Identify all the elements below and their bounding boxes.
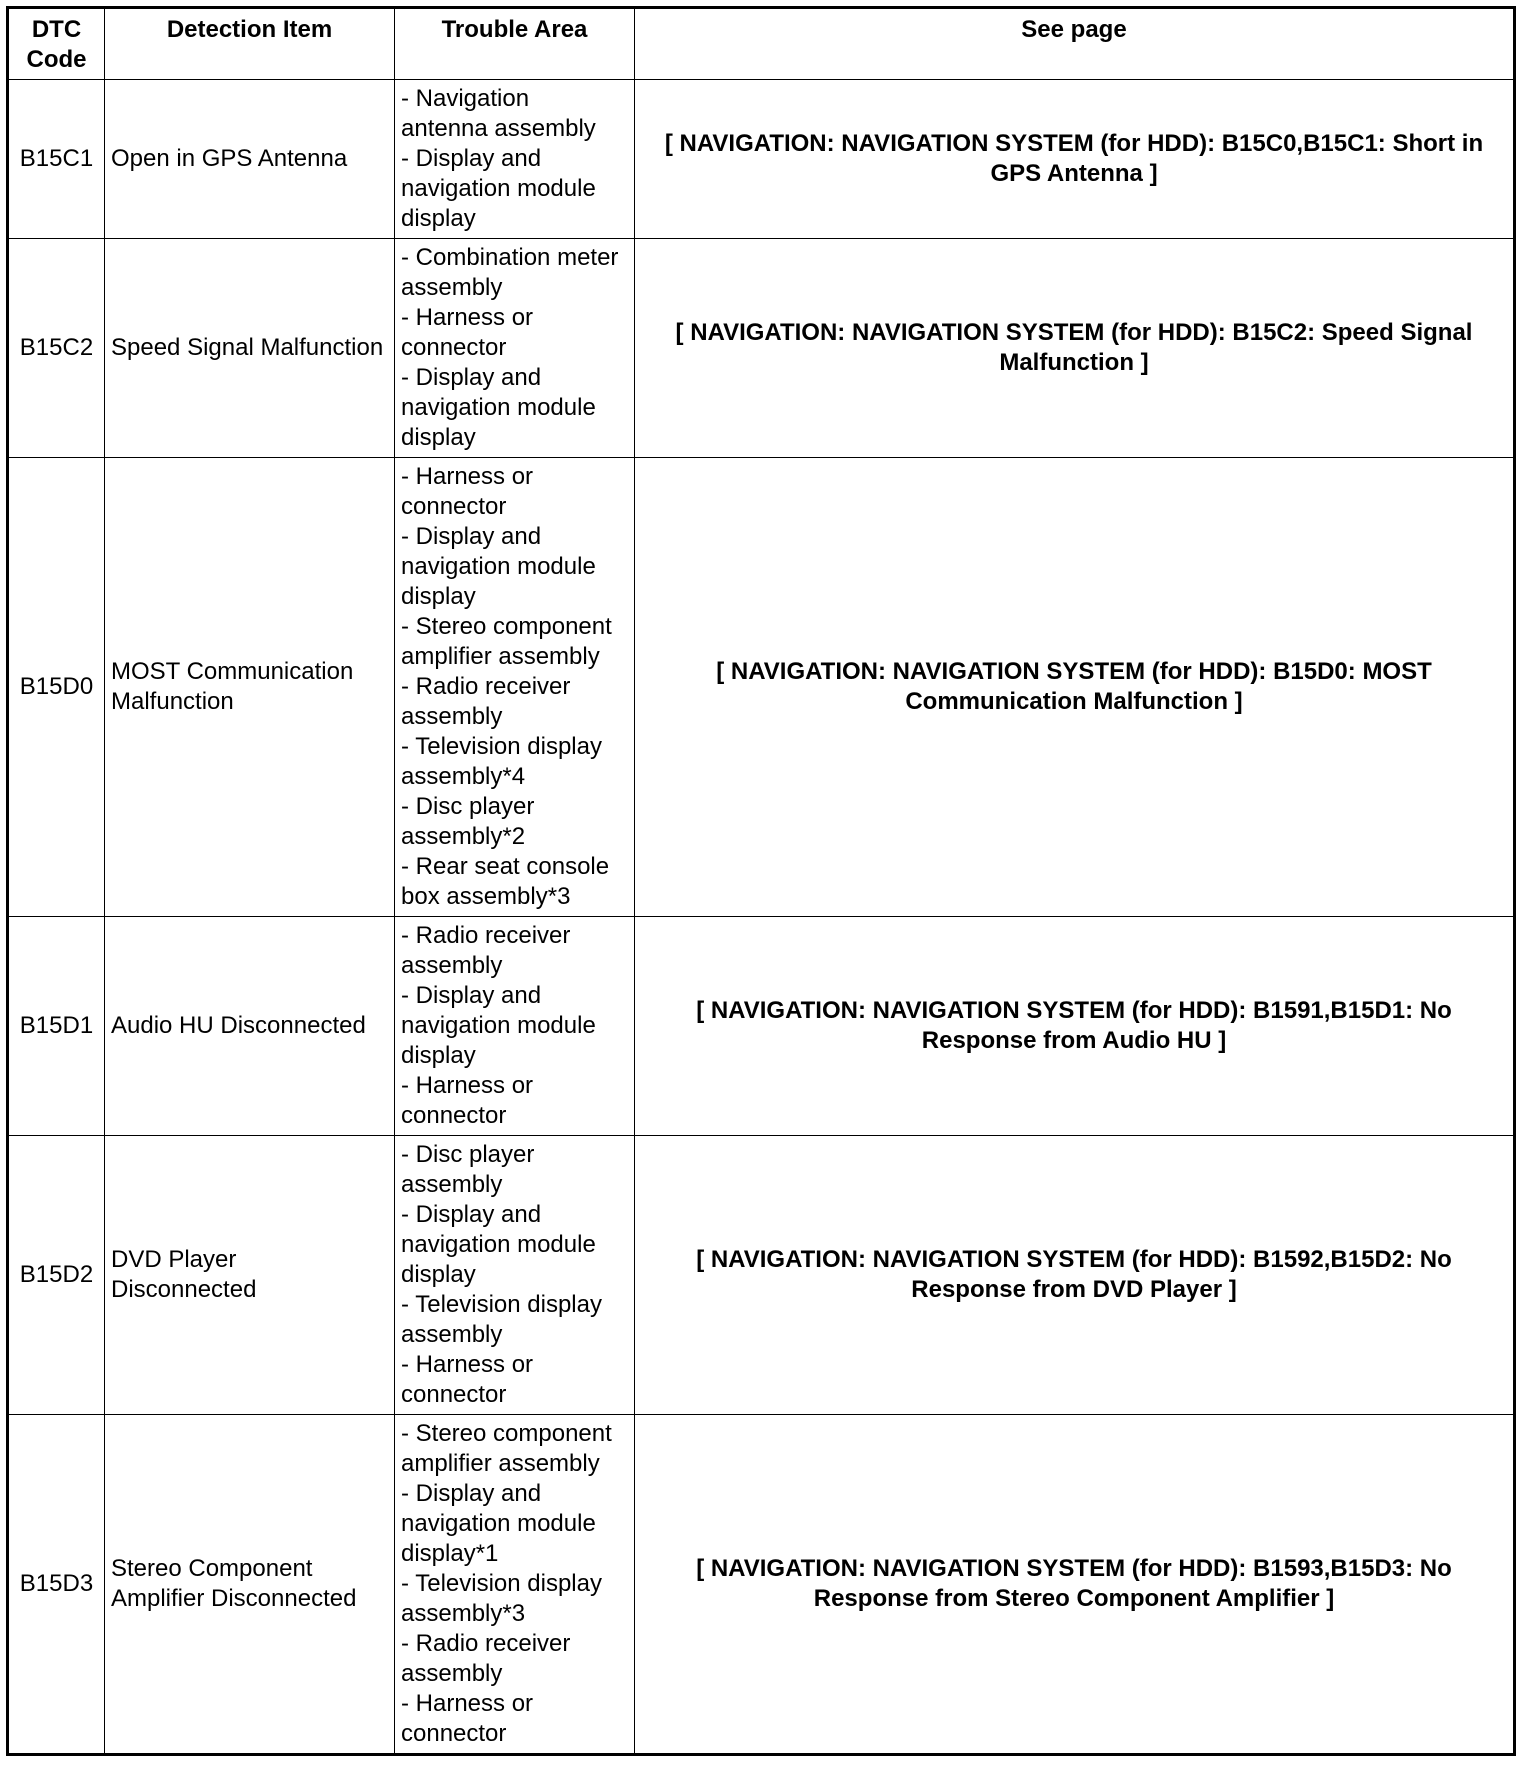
trouble-area-line: - Display and (401, 982, 542, 1009)
dtc-code-cell: B15D0 (8, 458, 105, 917)
see-page-cell (635, 1415, 1515, 1755)
trouble-area-line: - Harness or (401, 1072, 534, 1099)
trouble-area-line: display (401, 1261, 476, 1288)
trouble-area-line: - Disc player (401, 793, 535, 820)
see-page-cell (635, 239, 1515, 458)
see-page-cell (635, 80, 1515, 239)
trouble-area-line: assembly (401, 1660, 503, 1687)
dtc-code-cell: B15D3 (8, 1415, 105, 1755)
trouble-area-line: - Radio receiver (401, 1630, 571, 1657)
dtc-code-cell: B15D2 (8, 1136, 105, 1415)
trouble-area-line: assembly (401, 952, 503, 979)
see-page-link[interactable]: [ NAVIGATION: NAVIGATION SYSTEM (for HDD): B15D0: MOST Communication Malfunction ] (716, 658, 1432, 715)
trouble-area-line: - Display and (401, 1480, 542, 1507)
trouble-area-line: - Display and (401, 523, 542, 550)
see-page-cell (635, 917, 1515, 1136)
trouble-area-line: connector (401, 493, 507, 520)
trouble-area-line: - Television display (401, 1570, 602, 1597)
dtc-table (6, 6, 1516, 1756)
trouble-area-line: display (401, 1042, 476, 1069)
trouble-area-line: - Radio receiver (401, 922, 571, 949)
dtc-code-cell: B15C2 (8, 239, 105, 458)
trouble-area-line: display (401, 424, 476, 451)
trouble-area-cell (395, 1415, 635, 1755)
trouble-area-line: - Harness or (401, 1351, 534, 1378)
table-row (8, 1136, 1515, 1415)
trouble-area-line: navigation module (401, 1510, 596, 1537)
detection-item-cell: Audio HU Disconnected (105, 917, 395, 1136)
trouble-area-line: - Television display (401, 733, 602, 760)
trouble-area-line: - Combination meter (401, 244, 619, 271)
trouble-area-line: - Display and (401, 1201, 542, 1228)
see-page-link[interactable]: [ NAVIGATION: NAVIGATION SYSTEM (for HDD): B1591,B15D1: No Response from Audio HU ] (696, 997, 1452, 1054)
trouble-area-line: navigation module (401, 553, 596, 580)
trouble-area-line: - Display and (401, 145, 542, 172)
trouble-area-cell (395, 917, 635, 1136)
trouble-area-line: assembly (401, 703, 503, 730)
see-page-link[interactable]: [ NAVIGATION: NAVIGATION SYSTEM (for HDD): B1593,B15D3: No Response from Stereo Component Amplifier ] (696, 1555, 1452, 1612)
trouble-area-line: display (401, 205, 476, 232)
trouble-area-line: connector (401, 334, 507, 361)
trouble-area-line: - Stereo component (401, 613, 612, 640)
see-page-link[interactable]: [ NAVIGATION: NAVIGATION SYSTEM (for HDD): B15C2: Speed Signal Malfunction ] (675, 319, 1473, 376)
header-dtc-code: DTC Code (8, 8, 105, 80)
see-page-cell (635, 1136, 1515, 1415)
trouble-area-line: assembly (401, 1171, 503, 1198)
dtc-code-cell: B15C1 (8, 80, 105, 239)
header-detection-item: Detection Item (105, 8, 395, 80)
detection-item-cell: Speed Signal Malfunction (105, 239, 395, 458)
table-row (8, 239, 1515, 458)
see-page-link[interactable]: [ NAVIGATION: NAVIGATION SYSTEM (for HDD): B15C0,B15C1: Short in GPS Antenna ] (664, 130, 1484, 187)
trouble-area-cell (395, 239, 635, 458)
header-row (8, 8, 1515, 80)
trouble-area-line: - Harness or (401, 1690, 534, 1717)
trouble-area-line: assembly (401, 274, 503, 301)
table-row (8, 917, 1515, 1136)
trouble-area-line: assembly*4 (401, 763, 526, 790)
trouble-area-line: box assembly*3 (401, 883, 571, 910)
trouble-area-line: display (401, 583, 476, 610)
trouble-area-line: connector (401, 1381, 507, 1408)
trouble-area-line: - Harness or (401, 304, 534, 331)
see-page-cell (635, 458, 1515, 917)
trouble-area-line: assembly (401, 1321, 503, 1348)
trouble-area-line: navigation module (401, 1012, 596, 1039)
table-header (8, 8, 1515, 80)
detection-item-cell: DVD Player Disconnected (105, 1136, 395, 1415)
see-page-link[interactable]: [ NAVIGATION: NAVIGATION SYSTEM (for HDD): B1592,B15D2: No Response from DVD Player ] (696, 1246, 1452, 1303)
trouble-area-line: - Radio receiver (401, 673, 571, 700)
trouble-area-line: - Rear seat console (401, 853, 610, 880)
header-see-page: See page (635, 8, 1515, 80)
table-row (8, 80, 1515, 239)
header-trouble-area: Trouble Area (395, 8, 635, 80)
trouble-area-line: navigation module (401, 394, 596, 421)
trouble-area-line: amplifier assembly (401, 1450, 600, 1477)
trouble-area-line: antenna assembly (401, 115, 596, 142)
trouble-area-cell (395, 80, 635, 239)
trouble-area-line: - Television display (401, 1291, 602, 1318)
trouble-area-line: display*1 (401, 1540, 499, 1567)
trouble-area-cell (395, 1136, 635, 1415)
detection-item-cell: MOST Communication Malfunction (105, 458, 395, 917)
trouble-area-line: - Stereo component (401, 1420, 612, 1447)
detection-item-cell: Stereo Component Amplifier Disconnected (105, 1415, 395, 1755)
trouble-area-line: assembly*3 (401, 1600, 526, 1627)
table-row (8, 458, 1515, 917)
trouble-area-line: amplifier assembly (401, 643, 600, 670)
trouble-area-line: navigation module (401, 1231, 596, 1258)
trouble-area-line: navigation module (401, 175, 596, 202)
trouble-area-line: - Disc player (401, 1141, 535, 1168)
table-row (8, 1415, 1515, 1755)
table-body (8, 80, 1515, 1755)
trouble-area-cell (395, 458, 635, 917)
trouble-area-line: - Display and (401, 364, 542, 391)
trouble-area-line: assembly*2 (401, 823, 526, 850)
trouble-area-line: - Navigation (401, 85, 530, 112)
trouble-area-line: connector (401, 1102, 507, 1129)
detection-item-cell: Open in GPS Antenna (105, 80, 395, 239)
trouble-area-line: connector (401, 1720, 507, 1747)
trouble-area-line: - Harness or (401, 463, 534, 490)
dtc-code-cell: B15D1 (8, 917, 105, 1136)
